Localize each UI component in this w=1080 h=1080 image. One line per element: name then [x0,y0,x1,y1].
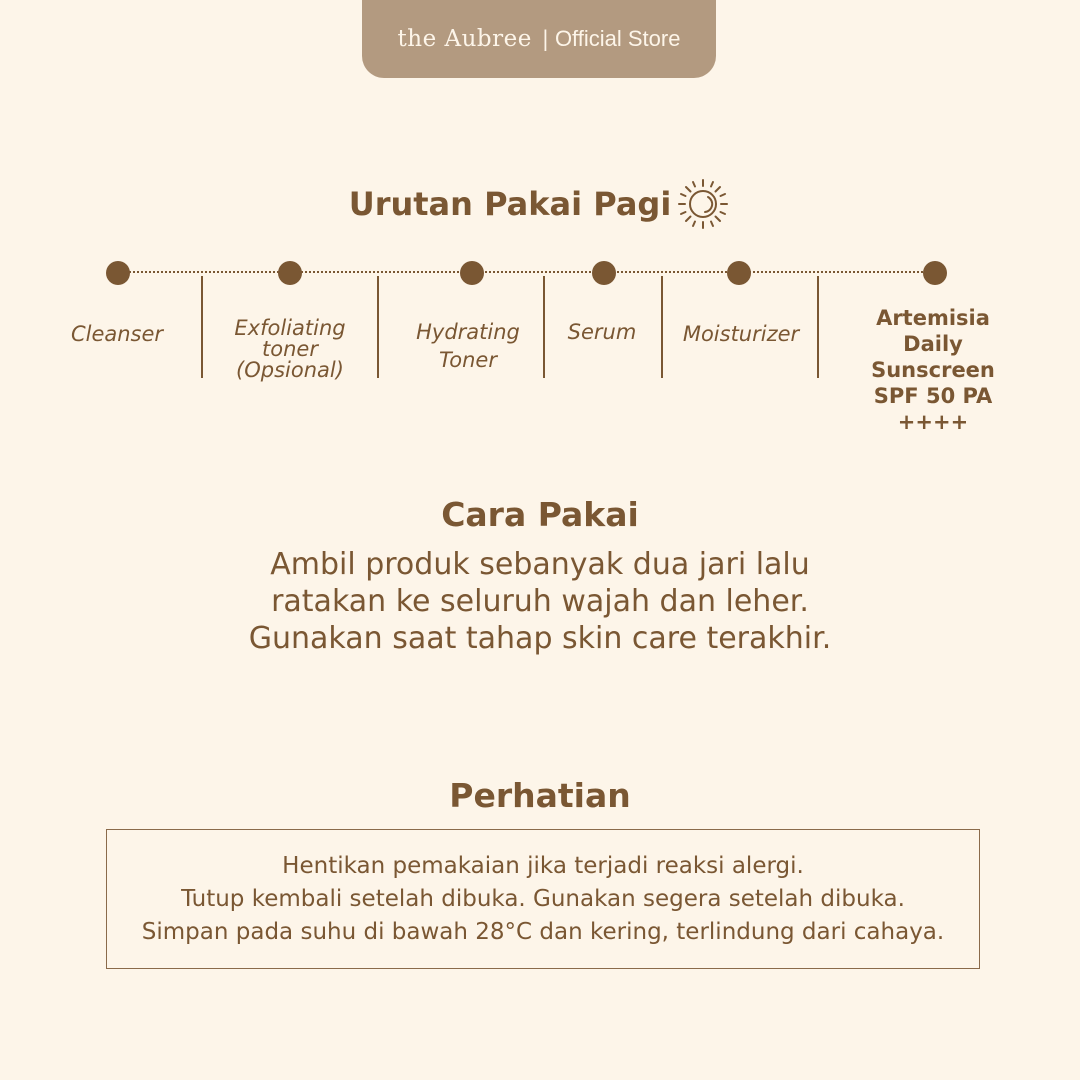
sun-icon [675,176,731,232]
step-sunscreen: Artemisia Daily Sunscreen SPF 50 PA ++++ [871,306,995,434]
step-exfoliating-toner: Exfoliating toner (Opsional) [234,316,346,382]
store-label: Official Store [554,26,681,51]
warning-line: Simpan pada suhu di bawah 28°C dan kering, terlindung dari cahaya. [141,918,945,945]
timeline-dot [278,261,302,285]
warning-line: Hentikan pemakaian jika terjadi reaksi alergi. [282,852,804,879]
step-divider [377,276,379,378]
timeline-dot [106,261,130,285]
warning-title: Perhatian [449,776,631,815]
usage-line: Gunakan saat tahap skin care terakhir. [248,621,832,656]
brand-logo: the Aubree [397,26,532,52]
step-divider [201,276,203,378]
step-serum: Serum [567,320,637,344]
step-divider [661,276,663,378]
step-divider [817,276,819,378]
timeline-dot [727,261,751,285]
step-moisturizer: Moisturizer [682,322,800,346]
usage-line: Ambil produk sebanyak dua jari lalu [270,547,810,582]
header-separator: | [541,27,549,51]
usage-title: Cara Pakai [441,495,639,534]
usage-line: ratakan ke seluruh wajah dan leher. [271,584,809,619]
usage-instructions [0,546,1080,657]
routine-title [0,176,1080,232]
routine-timeline-line [118,271,935,273]
step-divider [543,276,545,378]
warning-line: Tutup kembali setelah dibuka. Gunakan segera setelah dibuka. [181,885,905,912]
routine-title-text: Urutan Pakai Pagi [348,185,672,223]
timeline-dot [460,261,484,285]
timeline-dot [592,261,616,285]
store-header-tab [362,0,716,78]
step-cleanser: Cleanser [70,322,164,346]
timeline-dot [923,261,947,285]
step-hydrating-toner: Hydrating Toner [416,320,520,372]
warning-box [106,829,980,969]
